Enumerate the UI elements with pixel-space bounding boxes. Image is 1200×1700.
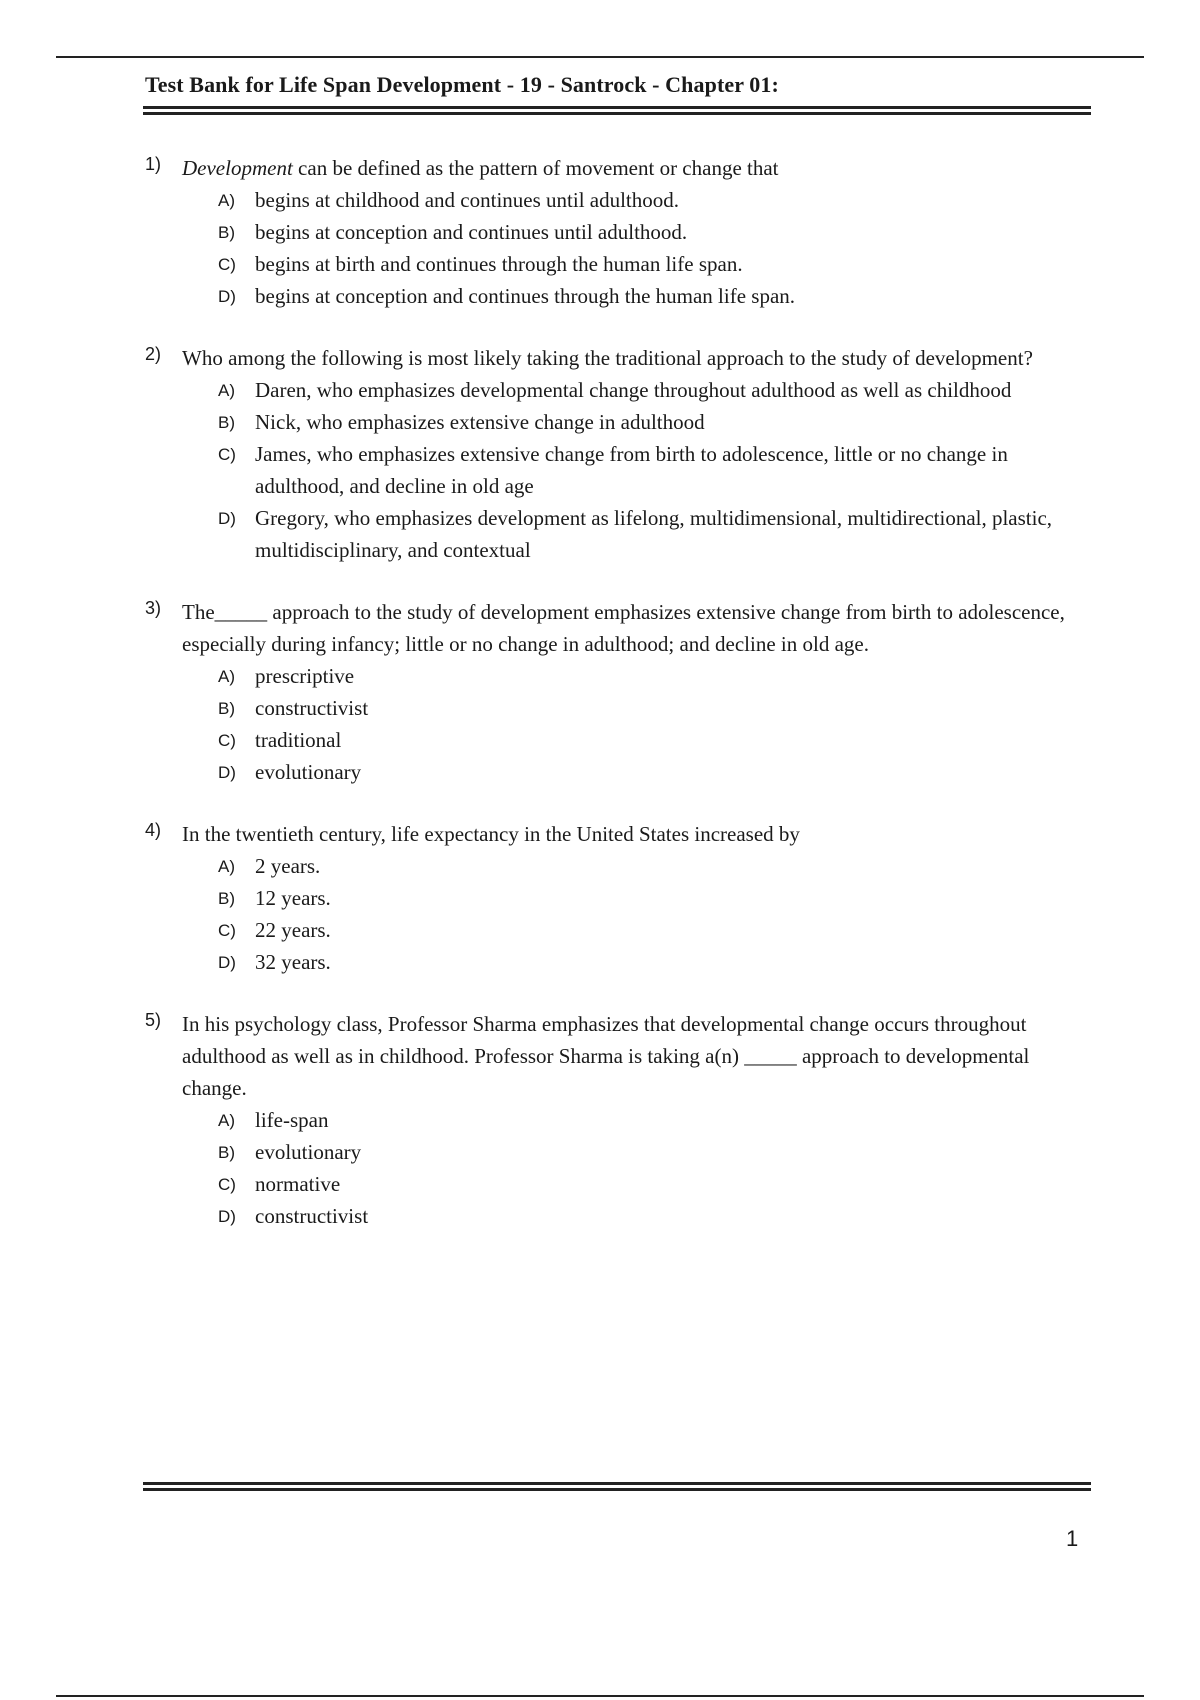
option-label: D) xyxy=(218,287,236,306)
answer-option-d xyxy=(218,946,1065,978)
answer-option-b xyxy=(218,692,1065,724)
question-stem: The_____ approach to the study of development emphasizes extensive change from birth to adolescence, especially during infancy; little or no change in adulthood; and decline in old age. xyxy=(182,600,1065,656)
question-number: 3) xyxy=(145,598,162,618)
option-label: B) xyxy=(218,699,235,718)
answer-options xyxy=(182,1104,1065,1232)
option-text: constructivist xyxy=(255,1204,369,1228)
option-text: 32 years. xyxy=(255,950,331,974)
option-label: A) xyxy=(218,381,235,400)
answer-option-b xyxy=(218,406,1065,438)
option-label: B) xyxy=(218,413,235,432)
option-text: normative xyxy=(255,1172,341,1196)
question-3 xyxy=(145,596,1065,788)
option-text: life-span xyxy=(255,1108,329,1132)
option-label: A) xyxy=(218,1111,235,1130)
option-text: constructivist xyxy=(255,696,369,720)
answer-option-b xyxy=(218,1136,1065,1168)
option-label: B) xyxy=(218,889,235,908)
option-text: prescriptive xyxy=(255,664,355,688)
option-label: C) xyxy=(218,1175,236,1194)
answer-option-a xyxy=(218,660,1065,692)
answer-option-b xyxy=(218,882,1065,914)
header-double-rule xyxy=(143,106,1091,115)
option-text: evolutionary xyxy=(255,760,362,784)
option-text: begins at birth and continues through the human life span. xyxy=(255,252,743,276)
answer-option-d xyxy=(218,756,1065,788)
question-stem xyxy=(182,152,1065,184)
question-number: 4) xyxy=(145,820,162,840)
top-rule xyxy=(56,56,1144,58)
answer-option-d xyxy=(218,280,1065,312)
option-text: begins at childhood and continues until adulthood. xyxy=(255,188,680,212)
option-label: C) xyxy=(218,731,236,750)
answer-option-c xyxy=(218,248,1065,280)
question-list xyxy=(145,152,1065,1262)
option-text: James, who emphasizes extensive change from birth to adolescence, little or no change in adulthood, and decline in old age xyxy=(255,442,1008,498)
question-4 xyxy=(145,818,1065,978)
option-label: D) xyxy=(218,953,236,972)
option-label: D) xyxy=(218,1207,236,1226)
answer-option-a xyxy=(218,1104,1065,1136)
option-text: 22 years. xyxy=(255,918,331,942)
answer-option-b xyxy=(218,216,1065,248)
option-label: A) xyxy=(218,857,235,876)
answer-option-c xyxy=(218,724,1065,756)
page-number: 1 xyxy=(1066,1526,1079,1551)
bottom-rule xyxy=(56,1695,1144,1697)
question-number: 2) xyxy=(145,344,162,364)
answer-options xyxy=(182,850,1065,978)
question-stem: In his psychology class, Professor Sharma emphasizes that developmental change occurs throughout adulthood as well as in childhood. Professor Sharma is taking a(n) _____ approach to developmental change. xyxy=(182,1012,1030,1100)
stem-emphasis: Development xyxy=(182,156,293,180)
option-label: C) xyxy=(218,255,236,274)
answer-option-d xyxy=(218,1200,1065,1232)
question-number: 5) xyxy=(145,1010,162,1030)
answer-option-d xyxy=(218,502,1065,566)
option-text: 12 years. xyxy=(255,886,331,910)
question-1 xyxy=(145,152,1065,312)
question-stem: Who among the following is most likely taking the traditional approach to the study of development? xyxy=(182,346,1033,370)
option-label: B) xyxy=(218,223,235,242)
option-label: C) xyxy=(218,445,236,464)
option-text: Daren, who emphasizes developmental change throughout adulthood as well as childhood xyxy=(255,378,1012,402)
option-text: Nick, who emphasizes extensive change in adulthood xyxy=(255,410,705,434)
answer-option-a xyxy=(218,184,1065,216)
answer-option-c xyxy=(218,438,1065,502)
answer-option-c xyxy=(218,1168,1065,1200)
document-title: Test Bank for Life Span Development - 19 - Santrock - Chapter 01: xyxy=(145,72,779,97)
option-label: A) xyxy=(218,667,235,686)
answer-options xyxy=(182,660,1065,788)
question-stem: In the twentieth century, life expectancy in the United States increased by xyxy=(182,822,800,846)
question-2 xyxy=(145,342,1065,566)
option-label: B) xyxy=(218,1143,235,1162)
question-number: 1) xyxy=(145,154,162,174)
footer-double-rule xyxy=(143,1482,1091,1491)
option-label: C) xyxy=(218,921,236,940)
option-text: evolutionary xyxy=(255,1140,362,1164)
answer-option-a xyxy=(218,374,1065,406)
option-text: 2 years. xyxy=(255,854,321,878)
option-text: Gregory, who emphasizes development as lifelong, multidimensional, multidirectional, plastic, multidisciplinary, and contextual xyxy=(255,506,1053,562)
question-5 xyxy=(145,1008,1065,1232)
answer-options xyxy=(182,374,1065,566)
answer-option-a xyxy=(218,850,1065,882)
option-text: traditional xyxy=(255,728,342,752)
option-label: D) xyxy=(218,509,236,528)
answer-options xyxy=(182,184,1065,312)
option-text: begins at conception and continues until adulthood. xyxy=(255,220,688,244)
answer-option-c xyxy=(218,914,1065,946)
option-text: begins at conception and continues through the human life span. xyxy=(255,284,796,308)
option-label: A) xyxy=(218,191,235,210)
stem-text: can be defined as the pattern of movement or change that xyxy=(292,156,779,180)
option-label: D) xyxy=(218,763,236,782)
